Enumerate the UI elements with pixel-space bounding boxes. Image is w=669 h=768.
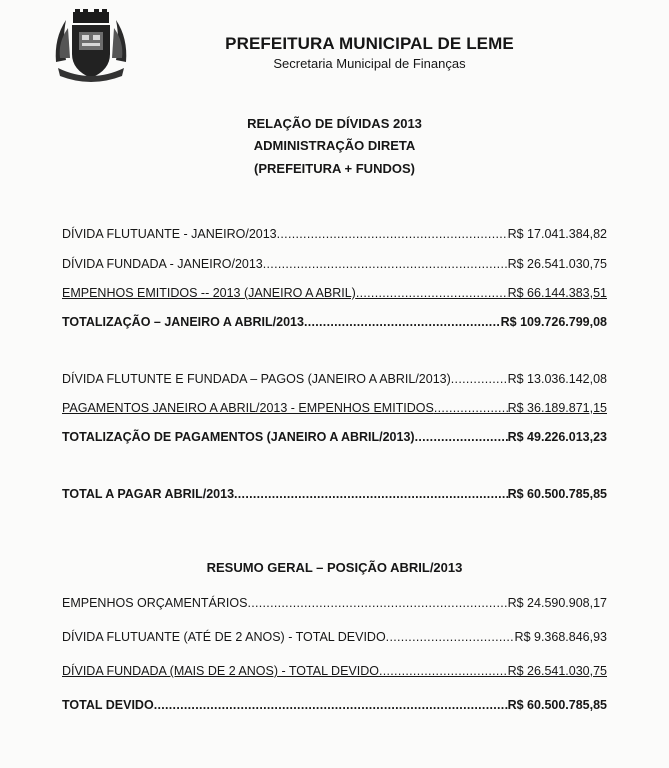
total-label: TOTAL DEVIDO xyxy=(62,698,154,712)
dot-leader xyxy=(415,430,508,444)
debt-value: R$ 17.041.384,82 xyxy=(507,227,607,241)
summary-label: DÍVIDA FLUTUANTE (ATÉ DE 2 ANOS) - TOTAL DEVIDO xyxy=(62,630,386,644)
dot-leader xyxy=(154,698,508,712)
debt-label: EMPENHOS EMITIDOS -- 2013 (JANEIRO A ABRIL) xyxy=(62,286,356,300)
summary-row xyxy=(62,596,607,610)
page-subtitle: Secretaria Municipal de Finanças xyxy=(273,56,466,71)
dot-leader xyxy=(263,257,508,271)
summary-row xyxy=(62,630,607,644)
debt-label: DÍVIDA FUNDADA - JANEIRO/2013 xyxy=(62,257,263,271)
page-title: PREFEITURA MUNICIPAL DE LEME xyxy=(225,34,514,53)
payment-value: R$ 13.036.142,08 xyxy=(507,372,607,386)
debt-value: R$ 26.541.030,75 xyxy=(507,257,607,271)
total-label: TOTALIZAÇÃO – JANEIRO A ABRIL/2013 xyxy=(62,315,304,329)
debt-row xyxy=(62,286,607,300)
total-row xyxy=(62,487,607,501)
total-value: R$ 109.726.799,08 xyxy=(500,315,607,329)
summary-value: R$ 9.368.846,93 xyxy=(514,630,607,644)
summary-label: DÍVIDA FUNDADA (MAIS DE 2 ANOS) - TOTAL DEVIDO xyxy=(62,664,379,678)
total-row xyxy=(62,430,607,444)
total-row xyxy=(62,315,607,329)
dot-leader xyxy=(356,286,508,300)
total-value: R$ 49.226.013,23 xyxy=(507,430,607,444)
report-subtitle: ADMINISTRAÇÃO DIRETA xyxy=(253,138,416,153)
dot-leader xyxy=(304,315,501,329)
debt-value: R$ 66.144.383,51 xyxy=(507,286,607,300)
dot-leader xyxy=(247,596,507,610)
summary-value: R$ 26.541.030,75 xyxy=(507,664,607,678)
total-value: R$ 60.500.785,85 xyxy=(507,698,607,712)
dot-leader xyxy=(234,487,508,501)
total-label: TOTAL A PAGAR ABRIL/2013 xyxy=(62,487,235,501)
summary-row xyxy=(62,664,607,678)
summary-title: RESUMO GERAL – POSIÇÃO ABRIL/2013 xyxy=(206,560,463,575)
total-value: R$ 60.500.785,85 xyxy=(507,487,607,501)
payment-label: PAGAMENTOS JANEIRO A ABRIL/2013 - EMPENHOS EMITIDOS xyxy=(62,401,434,415)
total-row xyxy=(62,698,607,712)
report-title: RELAÇÃO DE DÍVIDAS 2013 xyxy=(247,116,422,131)
debt-row xyxy=(62,257,607,271)
payment-value: R$ 36.189.871,15 xyxy=(507,401,607,415)
payment-row xyxy=(62,372,607,386)
payment-label: DÍVIDA FLUTUNTE E FUNDADA – PAGOS (JANEIRO A ABRIL/2013) xyxy=(62,372,451,386)
total-label: TOTALIZAÇÃO DE PAGAMENTOS (JANEIRO A ABRIL/2013) xyxy=(62,430,415,444)
dot-leader xyxy=(277,227,508,241)
debt-label: DÍVIDA FLUTUANTE - JANEIRO/2013 xyxy=(62,227,277,241)
report-scope: (PREFEITURA + FUNDOS) xyxy=(254,161,415,176)
summary-label: EMPENHOS ORÇAMENTÁRIOS xyxy=(62,596,248,610)
payment-row xyxy=(62,401,607,415)
summary-value: R$ 24.590.908,17 xyxy=(507,596,607,610)
dot-leader xyxy=(451,372,508,386)
dot-leader xyxy=(386,630,515,644)
debt-row xyxy=(62,227,607,241)
dot-leader xyxy=(379,664,508,678)
dot-leader xyxy=(434,401,508,415)
